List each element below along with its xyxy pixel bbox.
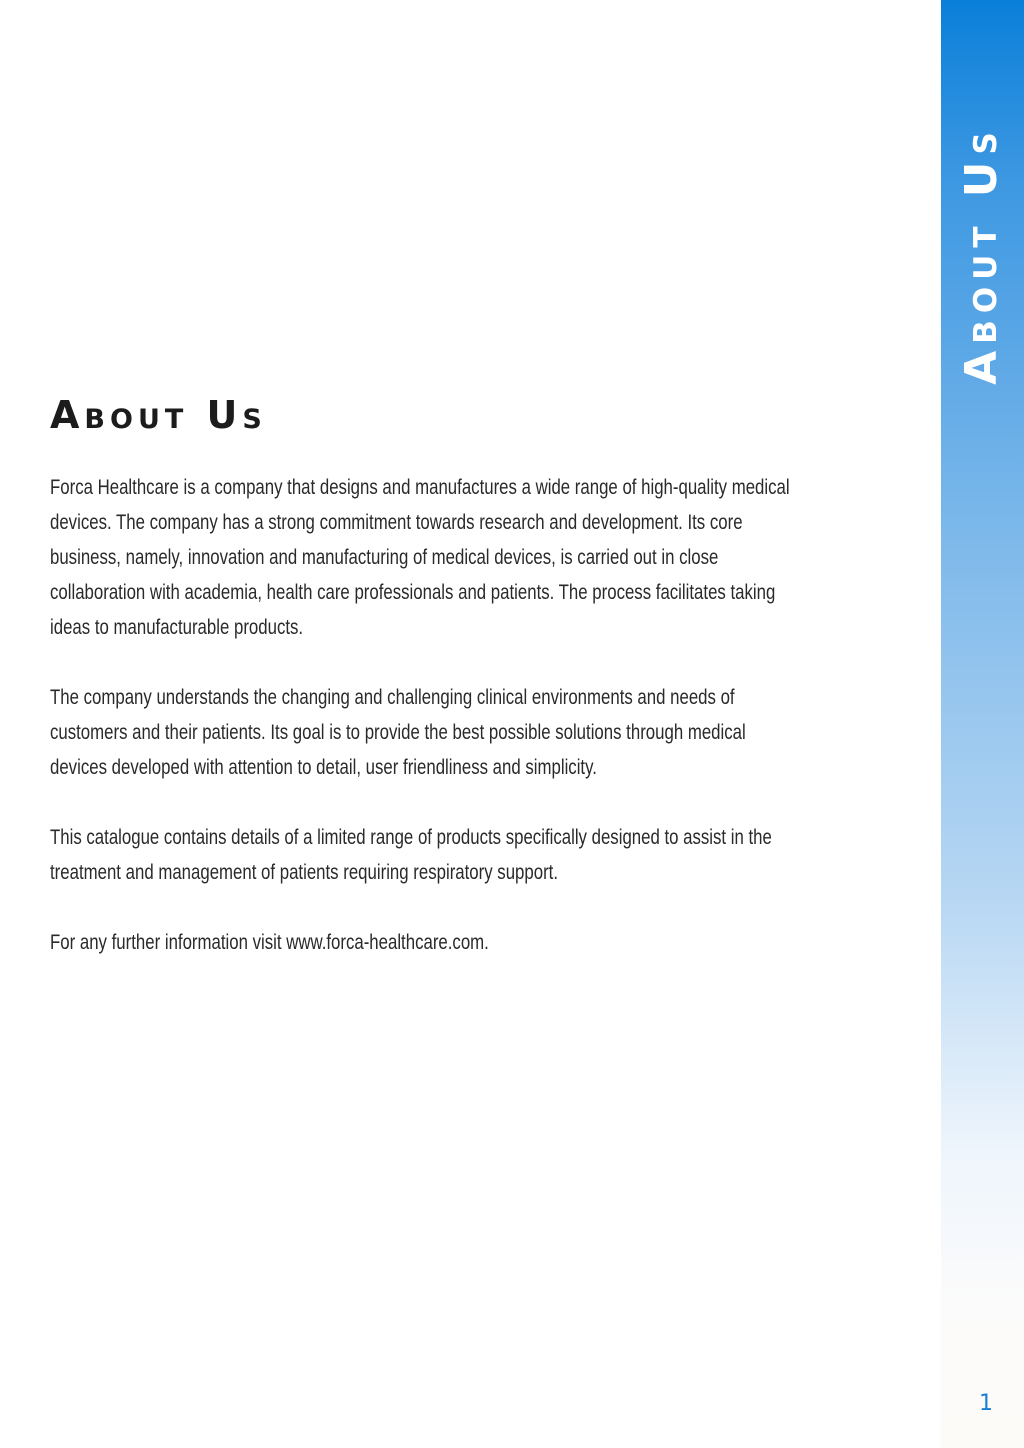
text-line: For any further information visit www.forca-healthcare.com. — [50, 931, 489, 954]
text-line: ideas to manufacturable products. — [50, 616, 304, 639]
paragraph-intro — [50, 470, 898, 645]
text-line: treatment and management of patients requiring respiratory support. — [50, 861, 559, 884]
paragraph-catalogue — [50, 820, 898, 890]
text-line: devices. The company has a strong commitment towards research and development. Its core — [50, 511, 743, 534]
text-line: The company understands the changing and challenging clinical environments and needs of — [50, 686, 735, 709]
page-number: 1 — [979, 1391, 993, 1416]
text-line: This catalogue contains details of a limited range of products specifically designed to assist in the — [50, 826, 772, 849]
page-heading: About Us — [50, 393, 267, 437]
text-line: devices developed with attention to detail, user friendliness and simplicity. — [50, 756, 597, 779]
paragraph-goals — [50, 680, 898, 785]
paragraph-contact — [50, 925, 898, 960]
text-line: business, namely, innovation and manufacturing of medical devices, is carried out in close — [50, 546, 719, 569]
text-line: customers and their patients. Its goal is to provide the best possible solutions through medical — [50, 721, 746, 744]
text-line: Forca Healthcare is a company that designs and manufactures a wide range of high-quality medical — [50, 476, 790, 499]
side-section-title: About Us — [956, 125, 1007, 385]
text-line: collaboration with academia, health care professionals and patients. The process facilitates taking — [50, 581, 776, 604]
main-content — [50, 393, 910, 995]
